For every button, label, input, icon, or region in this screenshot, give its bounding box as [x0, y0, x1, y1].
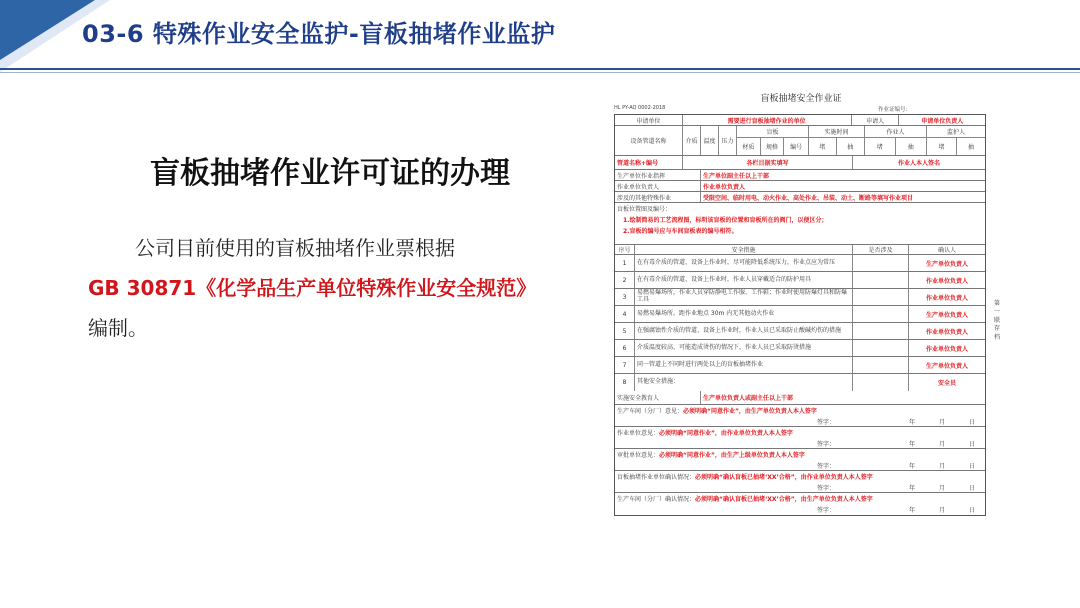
form-opinion-value: 必须明确“确认盲板已抽堵‘XX’合格”，由生产单位负责人本人签字	[695, 496, 873, 503]
form-label: 压力	[719, 126, 737, 155]
form-sign-line	[615, 438, 985, 448]
form-measure-confirm: 作业单位负责人	[925, 294, 968, 302]
form-opinion-label: 生产车间（分厂）意见：	[617, 408, 684, 415]
form-measure-no: 2	[615, 272, 635, 288]
form-opinion-row	[615, 493, 985, 515]
form-year: 年	[908, 463, 915, 470]
form-opinion-value: 必须明确“同意作业”，由生产单位负责人本人签字	[683, 408, 817, 415]
form-sign: 签字：	[816, 507, 835, 514]
form-measure-no: 5	[615, 323, 635, 339]
form-title: 盲板抽堵安全作业证	[760, 94, 842, 104]
form-value: 受限空间、临时用电、动火作业、高处作业、吊装、动土、断路等填写作业项目	[703, 194, 914, 202]
form-label: 介质	[683, 126, 701, 155]
form-row-work-unit	[615, 181, 985, 192]
form-value: 需要进行盲板抽堵作业的单位	[683, 115, 852, 125]
form-measure-row	[615, 340, 985, 357]
form-label: 材质	[737, 138, 761, 155]
form-label: 是否涉及	[853, 245, 909, 254]
form-time-sub	[809, 138, 864, 155]
form-measure-text: 在有毒介质的管道、设备上作业时，尽可能降低系统压力，作业点应为常压	[635, 255, 853, 271]
form-guardian-sub	[927, 138, 985, 155]
form-sign-line	[615, 482, 985, 492]
form-measure-row	[615, 357, 985, 374]
form-month: 月	[938, 419, 945, 426]
form-sign-line	[615, 416, 985, 426]
form-year: 年	[908, 507, 915, 514]
form-sign: 签字：	[816, 485, 835, 492]
form-opinion-value: 必须明确“确认盲板已抽堵‘XX’合格”，由作业单位负责人本人签字	[695, 474, 873, 481]
form-value: 作业单位负责人	[703, 183, 746, 191]
form-day: 日	[968, 507, 975, 514]
form-opinion-line	[615, 427, 985, 438]
form-sign: 签字：	[816, 463, 835, 470]
form-opinion-value: 必须明确“同意作业”，由作业单位负责人本人签字	[659, 430, 793, 437]
form-measure-no: 6	[615, 340, 635, 356]
form-opinion-label: 盲板抽堵作业单位确认情况：	[617, 474, 696, 481]
form-label: 申请单位	[615, 115, 683, 125]
form-sign: 签字：	[816, 441, 835, 448]
form-measure-confirm: 作业单位负责人	[925, 328, 968, 336]
form-measure-involved	[853, 340, 909, 356]
form-row-prod-command	[615, 170, 985, 181]
form-measure-involved	[853, 357, 909, 373]
form-measure-confirm: 生产单位负责人	[925, 311, 968, 319]
form-month: 月	[938, 485, 945, 492]
form-measure-confirm: 安全员	[937, 380, 956, 387]
form-row-educator	[615, 391, 985, 405]
form-measure-confirm: 作业单位负责人	[925, 277, 968, 285]
form-label: 抽	[907, 144, 914, 151]
form-opinion-label: 作业单位意见：	[617, 430, 660, 437]
form-label: 安全措施	[635, 245, 853, 254]
form-row-equipment	[615, 126, 985, 156]
form-opinion-row	[615, 471, 985, 493]
form-label: 堵	[865, 138, 896, 155]
form-measure-text: 在有毒介质的管道、设备上作业时，作业人员穿戴适合的防护用具	[635, 272, 853, 288]
form-value: 生产单位副主任以上干部	[703, 172, 770, 180]
form-value: 各栏目据实填写	[683, 156, 853, 169]
form-label: 规格	[761, 138, 785, 155]
form-measure-row	[615, 374, 985, 391]
form-opinion-value: 必须明确“同意作业”，由生产上级单位负责人本人签字	[659, 452, 805, 459]
form-label: 生产单位作业指挥	[615, 170, 701, 180]
form-measure-involved	[853, 272, 909, 288]
form-measure-text: 介质温度较高、可能造成烫伤的情况下，作业人员已采取防烫措施	[635, 340, 853, 356]
form-label: 实施时间	[809, 126, 864, 138]
form-guardian-group	[927, 126, 985, 155]
form-table	[614, 114, 986, 516]
form-label: 抽	[967, 144, 974, 151]
form-label: 作业单位负责人	[615, 181, 701, 191]
form-measure-row	[615, 323, 985, 340]
form-label: 盲板位置图及编号：	[617, 206, 672, 213]
form-sign: 签字：	[816, 419, 835, 426]
form-opinion-line	[615, 471, 985, 482]
form-opinions-body	[615, 405, 985, 515]
form-label: 申请人	[852, 115, 900, 125]
form-opinion-line	[615, 449, 985, 460]
form-month: 月	[938, 441, 945, 448]
form-measure-confirm: 作业单位负责人	[925, 345, 968, 353]
form-label: 监护人	[927, 126, 985, 138]
form-note: 1.绘制简易的工艺流程图，标明该盲板的位置和盲板所在的阀门，以便区分；	[623, 217, 828, 224]
form-measure-row	[615, 306, 985, 323]
form-code: HL PY-AQ 0002-2018	[614, 105, 666, 111]
form-row-fill-notes	[615, 156, 985, 170]
form-ticket-number: 作业证编号：	[878, 107, 912, 113]
section-subtitle: 盲板抽堵作业许可证的办理	[150, 156, 510, 191]
form-day: 日	[968, 463, 975, 470]
form-blind-group	[737, 126, 809, 155]
body-text-3: 编制。	[88, 316, 148, 340]
form-value: 生产单位负责人或副主任以上干部	[703, 395, 794, 402]
header-divider	[0, 68, 1080, 70]
form-measures-header	[615, 245, 985, 255]
form-row-related	[615, 192, 985, 203]
form-measure-no: 3	[615, 289, 635, 305]
form-worker-sub	[865, 138, 926, 155]
form-side-note: 第一联 存档	[994, 300, 1001, 341]
form-label: 涉及的其他特殊作业	[615, 192, 701, 202]
form-measure-confirm: 生产单位负责人	[925, 260, 968, 268]
form-measure-no: 1	[615, 255, 635, 271]
form-time-group	[809, 126, 865, 155]
body-text-1: 公司目前使用的盲板抽堵作业票根据	[135, 236, 455, 260]
form-opinion-line	[615, 405, 985, 416]
form-label: 序号	[615, 245, 635, 254]
form-measure-no: 7	[615, 357, 635, 373]
form-year: 年	[908, 441, 915, 448]
form-opinion-label: 审批单位意见：	[617, 452, 660, 459]
form-month: 月	[938, 463, 945, 470]
form-opinion-row	[615, 449, 985, 471]
form-label: 盲板	[737, 126, 808, 138]
form-label: 温度	[701, 126, 719, 155]
form-measures-body	[615, 255, 985, 391]
form-opinion-label: 生产车间（分厂）确认情况：	[617, 496, 696, 503]
form-measure-row	[615, 255, 985, 272]
page-title: 03-6 特殊作业安全监护-盲板抽堵作业监护	[82, 20, 556, 48]
form-year: 年	[908, 419, 915, 426]
form-label: 堵	[809, 138, 837, 155]
form-opinion-line	[615, 493, 985, 504]
form-day: 日	[968, 441, 975, 448]
form-worker-group	[865, 126, 927, 155]
form-measure-text: 易燃易爆场所，作业人员穿防静电工作服、工作鞋；作业时使用防爆灯具和防爆工具	[635, 289, 853, 305]
form-label: 堵	[927, 138, 957, 155]
form-year: 年	[908, 485, 915, 492]
form-row-blind-position	[615, 203, 985, 245]
form-value: 管道名称+编号	[615, 156, 683, 169]
form-measure-row	[615, 289, 985, 306]
form-label: 确认人	[937, 247, 956, 254]
form-measure-involved	[853, 255, 909, 271]
form-day: 日	[968, 485, 975, 492]
form-measure-text: 同一管道上不同时进行两处以上的盲板抽堵作业	[635, 357, 853, 373]
form-value: 申请单位负责人	[921, 117, 964, 125]
form-measure-involved	[853, 289, 909, 305]
form-note: 2.盲板的编号应与车间盲板表的编号相符。	[623, 228, 738, 235]
form-measure-involved	[853, 306, 909, 322]
form-measure-row	[615, 272, 985, 289]
form-label: 实施安全教育人	[615, 391, 701, 404]
form-measure-involved	[853, 374, 909, 391]
form-measure-text: 易燃易爆场所，距作业地点 30m 内无其他动火作业	[635, 306, 853, 322]
form-month: 月	[938, 507, 945, 514]
form-blind-sub	[737, 138, 808, 155]
body-text-standard: GB 30871《化学品生产单位特殊作业安全规范》	[88, 276, 537, 300]
form-day: 日	[968, 419, 975, 426]
form-label: 抽	[847, 144, 854, 151]
form-measure-no: 8	[615, 374, 635, 391]
form-measure-no: 4	[615, 306, 635, 322]
blind-plate-permit-form	[612, 88, 990, 566]
form-row-applicant	[615, 115, 985, 126]
form-measure-confirm: 生产单位负责人	[925, 362, 968, 370]
form-label: 作业人	[865, 126, 926, 138]
header-accent-triangle	[0, 0, 95, 60]
form-sign-line	[615, 460, 985, 470]
form-opinion-row	[615, 427, 985, 449]
form-sign-line	[615, 504, 985, 514]
form-label: 设备管道名称	[615, 126, 683, 155]
header-divider-thin	[0, 72, 1080, 73]
form-measure-text: 其他安全措施：	[635, 374, 853, 391]
form-measure-involved	[853, 323, 909, 339]
form-opinion-row	[615, 405, 985, 427]
form-label: 编号	[790, 144, 803, 151]
form-measure-text: 在强腐蚀性介质的管道、设备上作业时，作业人员已采取防止酸碱灼伤的措施	[635, 323, 853, 339]
form-value: 作业人本人签名	[897, 160, 940, 167]
